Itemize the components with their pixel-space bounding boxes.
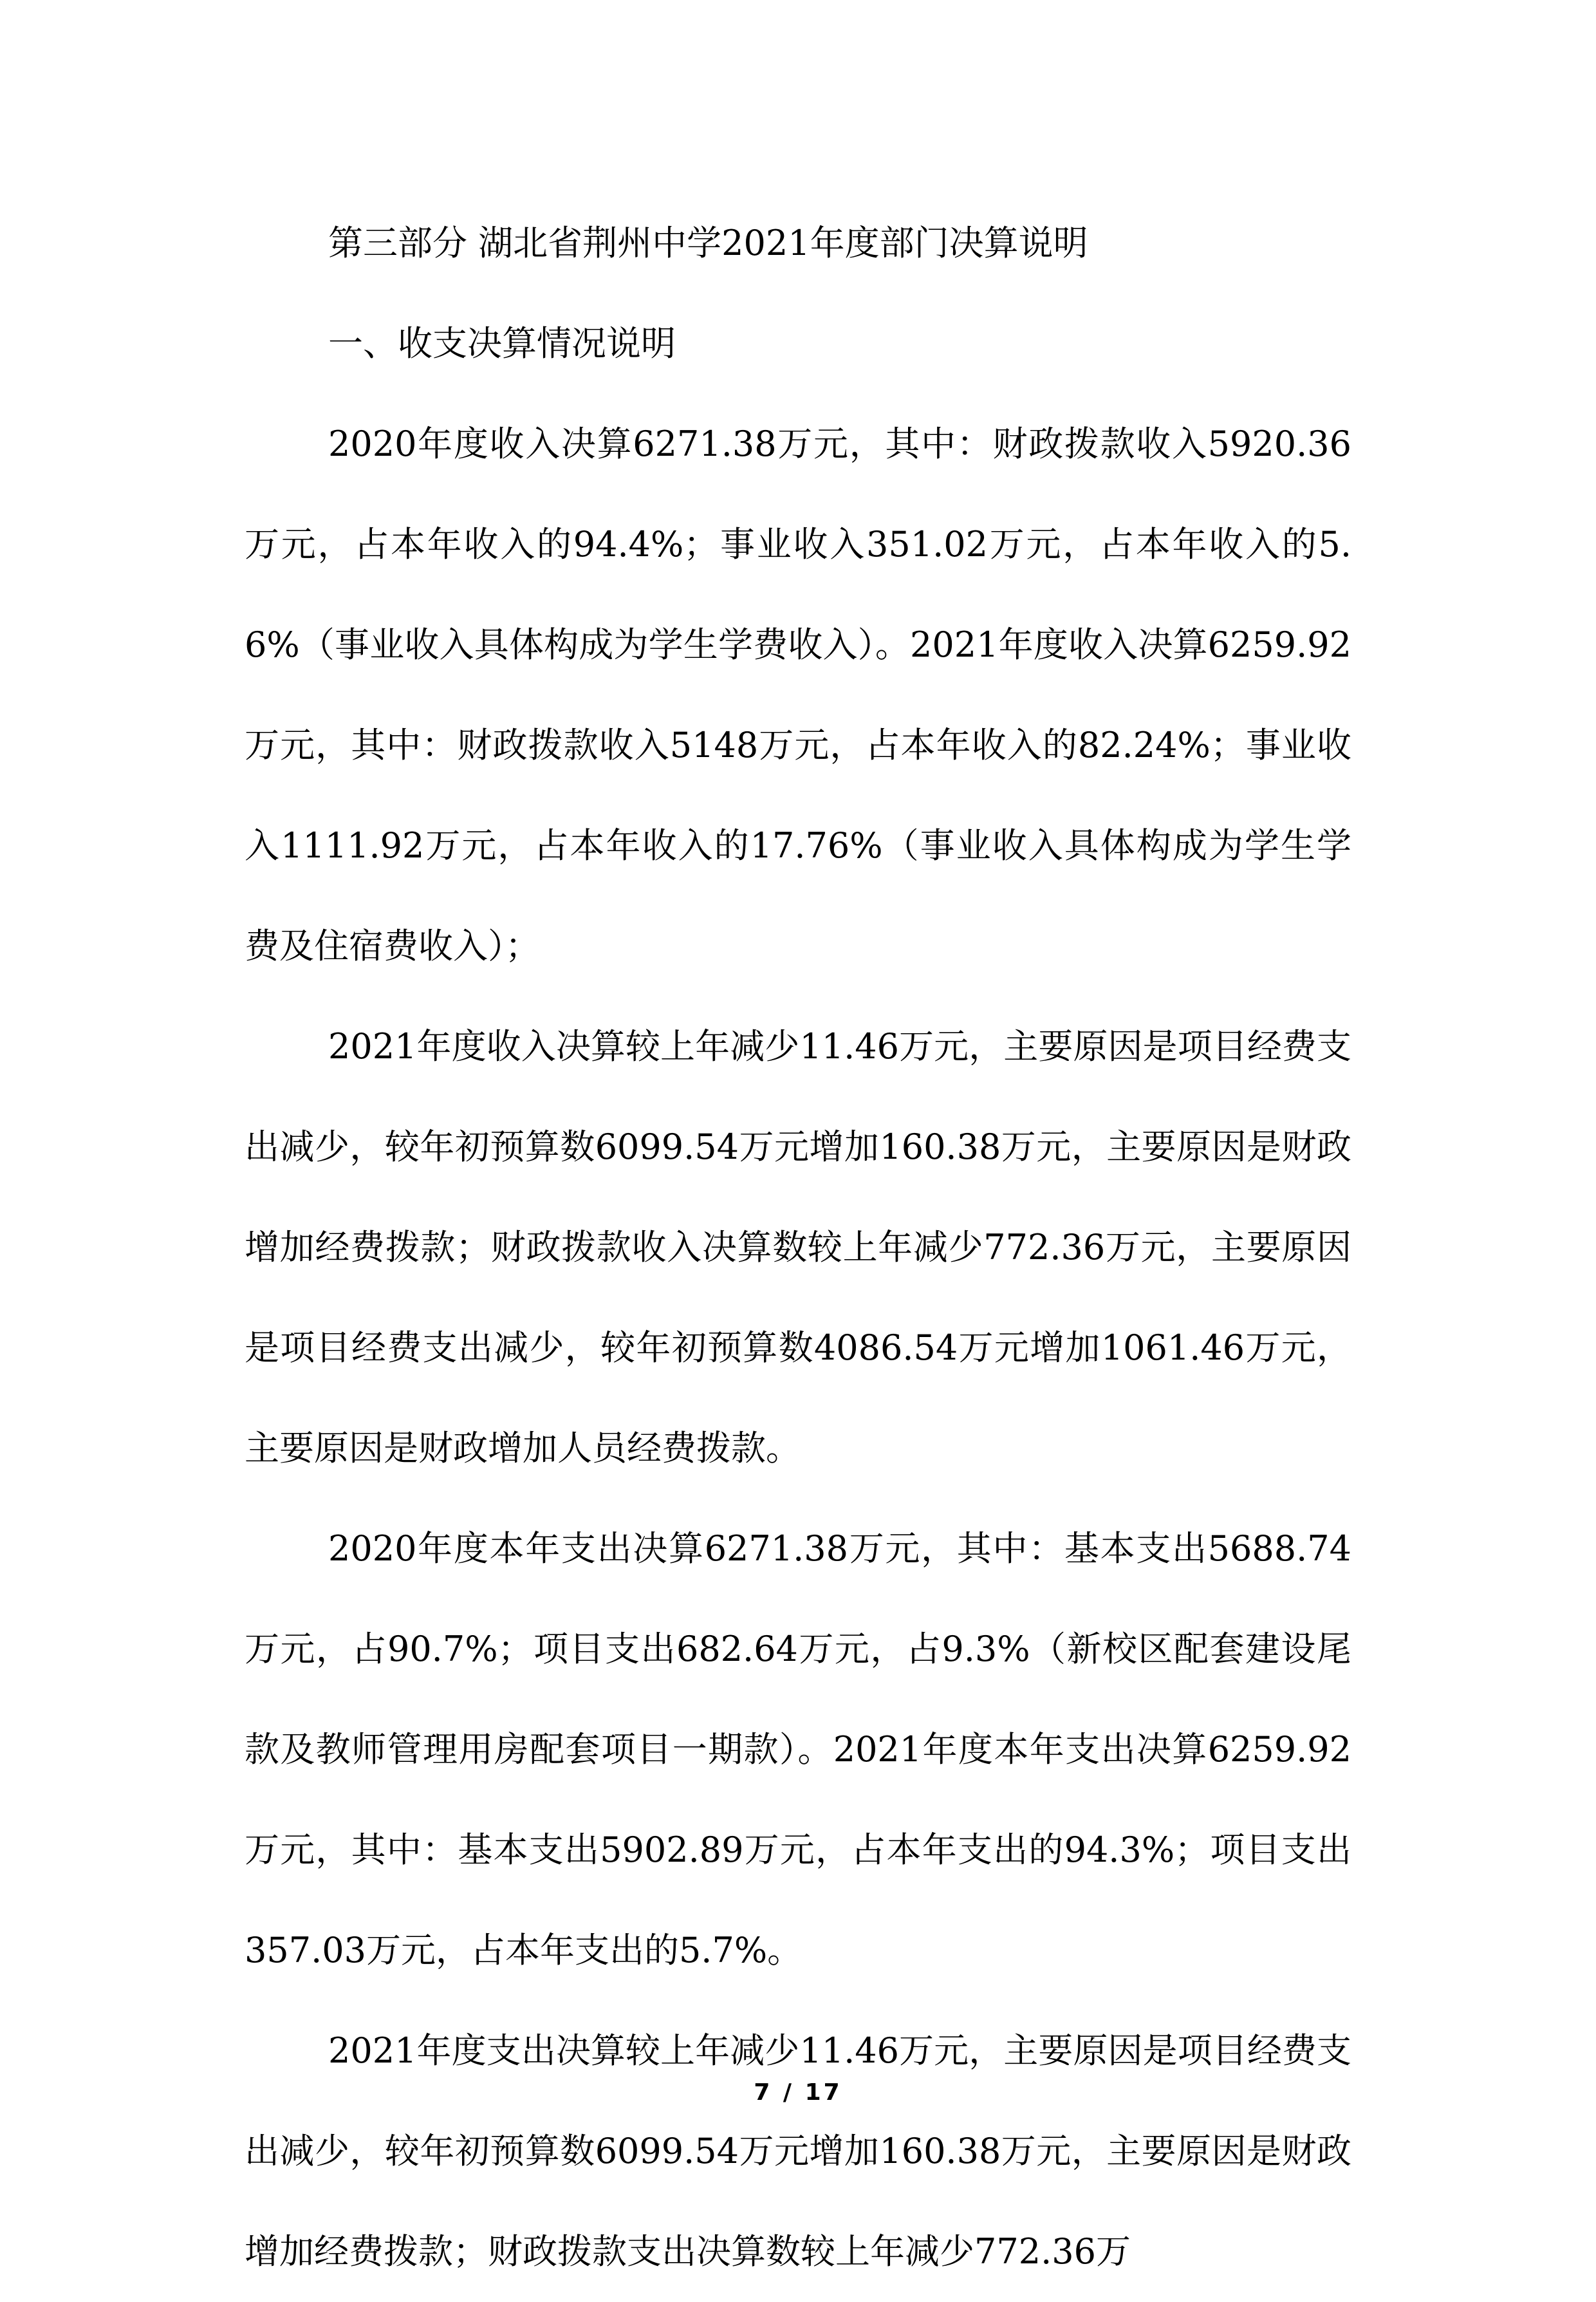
paragraph-income-change: 2021年度收入决算较上年减少11.46万元，主要原因是项目经费支出减少，较年初预算数6099.54万元增加160.38万元，主要原因是财政增加经费拨款；财政拨款收入决算数较上年减少772.36万元，主要原因是项目经费支出减少，较年初预算数4086.54万元增加1061.46万元，主要原因是财政增加人员经费拨款。: [245, 1026, 1351, 1468]
part-heading: 第三部分 湖北省荆州中学2021年度部门决算说明: [328, 223, 1088, 263]
paragraph-expenditure-2020-2021: 2020年度本年支出决算6271.38万元，其中：基本支出5688.74万元，占90.7%；项目支出682.64万元，占9.3%（新校区配套建设尾款及教师管理用房配套项目一期款）。2021年度本年支出决算6259.92万元，其中：基本支出5902.89万元，占本年支出的94.3%；项目支出357.03万元，占本年支出的5.7%。: [245, 1528, 1351, 1970]
section-heading: 一、收支决算情况说明: [328, 323, 676, 364]
paragraph-expenditure-change: 2021年度支出决算较上年减少11.46万元，主要原因是项目经费支出减少，较年初预算数6099.54万元增加160.38万元，主要原因是财政增加经费拨款；财政拨款支出决算数较上年减少772.36万: [245, 2030, 1351, 2272]
page-number: 7 / 17: [754, 2079, 842, 2106]
paragraph-income-2020-2021: 2020年度收入决算6271.38万元，其中：财政拨款收入5920.36万元，占本年收入的94.4%；事业收入351.02万元，占本年收入的5.6%（事业收入具体构成为学生学费收入）。2021年度收入决算6259.92万元，其中：财政拨款收入5148万元，占本年收入的82.24%；事业收入1111.92万元，占本年收入的17.76%（事业收入具体构成为学生学费及住宿费收入）；: [245, 424, 1351, 966]
document-body: [245, 193, 1351, 2302]
